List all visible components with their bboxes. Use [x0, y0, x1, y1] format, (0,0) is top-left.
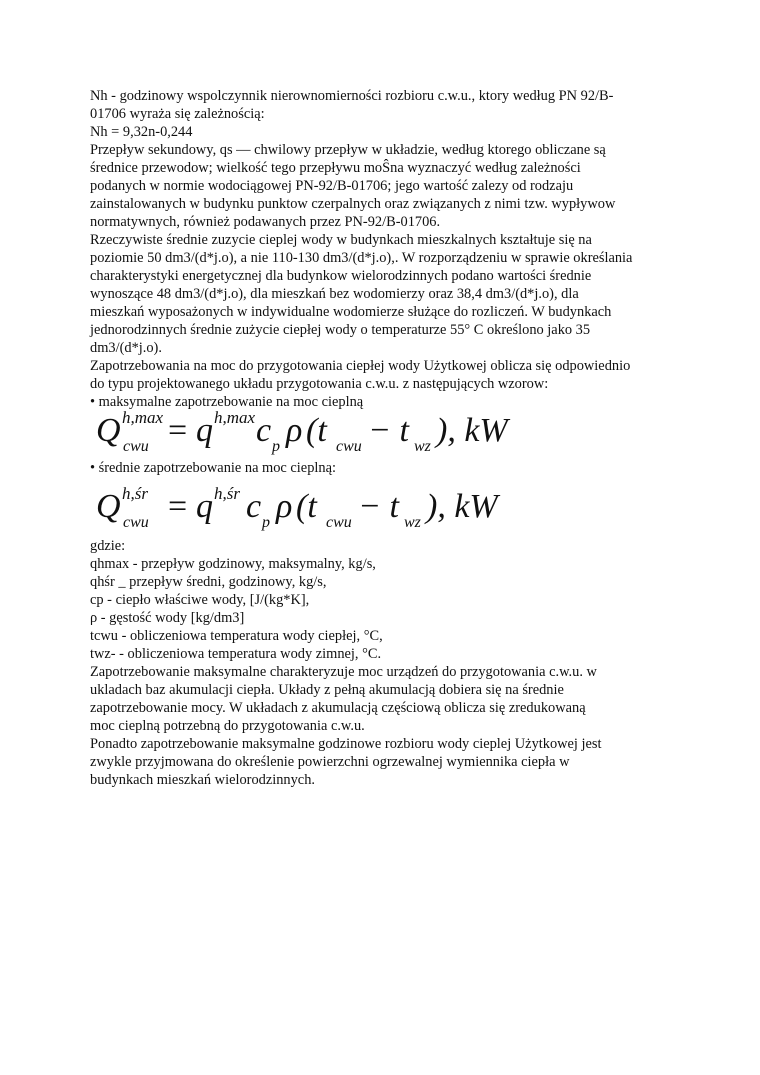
text-line: normatywnych, również podawanych przez PN-92/B-01706. — [90, 214, 441, 230]
formula-symbol: c — [246, 488, 262, 525]
text-line: 01706 wyraża się zależnością: — [90, 106, 265, 122]
formula-symbol: ), kW — [426, 488, 498, 525]
formula-subscript: p — [272, 438, 280, 455]
formula-symbol: ρ — [286, 412, 303, 449]
text-line: Ponadto zapotrzebowanie maksymalne godzinowe rozbioru wody cieplej Użytkowej jest — [90, 736, 602, 752]
formula-symbol: (t — [306, 412, 327, 449]
formula-symbol: q — [196, 488, 213, 525]
text-line: gdzie: — [90, 538, 126, 554]
formula-subscript: p — [262, 514, 270, 531]
formula-equals: = — [168, 488, 188, 525]
text-line: qhmax - przepływ godzinowy, maksymalny, kg/s, — [90, 556, 376, 572]
formula-superscript: h,max — [122, 408, 164, 427]
text-line: ρ - gęstość wody [kg/dm3] — [90, 610, 245, 626]
formula-superscript: h,śr — [122, 484, 148, 503]
formula-symbol: (t — [296, 488, 317, 525]
text-line: zainstalowanych w budynku punktow czerpalnych oraz związanych z nimi tzw. wypływow — [90, 196, 616, 212]
text-line: tcwu - obliczeniowa temperatura wody ciepłej, °C, — [90, 628, 383, 644]
text-line: charakterystyki energetycznej dla budynkow wielorodzinnych podano wartości średnie — [90, 268, 592, 284]
text-line: moc cieplną potrzebną do przygotowania c.w.u. — [90, 718, 365, 734]
text-line: dm3/(d*j.o). — [90, 340, 162, 356]
text-line: Nh - godzinowy wspolczynnik nierownomierności rozbioru c.w.u., ktory według PN 92/B- — [90, 88, 614, 104]
text-line: mieszkań wyposażonych w indywidualne wodomierze służące do rozliczeń. W budynkach — [90, 304, 612, 320]
text-line: wynoszące 48 dm3/(d*j.o), dla mieszkań bez wodomierzy oraz 38,4 dm3/(d*j.o), dla — [90, 286, 579, 302]
formula-subscript: cwu — [326, 514, 352, 531]
text-line: podanych w normie wodociągowej PN-92/B-01706; jego wartość zalezy od rodzaju — [90, 178, 574, 194]
text-line: jednorodzinnych średnie zużycie ciepłej wody o temperaturze 55° C określono jako 35 — [90, 322, 591, 338]
formula-superscript: h,max — [214, 408, 256, 427]
text-line: Zapotrzebowanie maksymalne charakteryzuje moc urządzeń do przygotowania c.w.u. w — [90, 664, 597, 680]
formula-symbol: ), kW — [436, 412, 508, 449]
text-line: do typu projektowanego układu przygotowania c.w.u. z następujących wzorow: — [90, 376, 549, 392]
formula-average-power — [96, 484, 516, 538]
formula-symbol: − t — [358, 488, 399, 525]
formula-symbol: c — [256, 412, 272, 449]
formula-subscript: cwu — [123, 438, 149, 455]
formula-subscript: wz — [414, 438, 431, 455]
formula-subscript: cwu — [336, 438, 362, 455]
text-line: zwykle przyjmowana do określenie powierzchni ogrzewalnej wymiennika ciepła w — [90, 754, 570, 770]
text-line: qhśr _ przepływ średni, godzinowy, kg/s, — [90, 574, 327, 590]
formula-subscript: cwu — [123, 514, 149, 531]
bullet-line: • średnie zapotrzebowanie na moc cieplną: — [90, 460, 336, 476]
text-line: twz- - obliczeniowa temperatura wody zimnej, °C. — [90, 646, 382, 662]
formula-subscript: wz — [404, 514, 421, 531]
text-line: zapotrzebowanie mocy. W układach z akumulacją częściową oblicza się zredukowaną — [90, 700, 586, 716]
formula-max-power — [96, 408, 516, 462]
formula-symbol: Q — [96, 412, 121, 449]
text-line: Rzeczywiste średnie zuzycie cieplej wody w budynkach mieszkalnych kształtuje się na — [90, 232, 592, 248]
formula-symbol: q — [196, 412, 213, 449]
text-line: ukladach baz akumulacji ciepła. Układy z pełną akumulacją dobiera się na średnie — [90, 682, 564, 698]
formula-symbol: ρ — [276, 488, 293, 525]
formula-symbol: − t — [368, 412, 409, 449]
formula-superscript: h,śr — [214, 484, 240, 503]
formula-equals: = — [168, 412, 188, 449]
text-line: cp - ciepło właściwe wody, [J/(kg*K], — [90, 592, 310, 608]
bullet-line: • maksymalne zapotrzebowanie na moc cieplną — [90, 394, 364, 410]
text-line: budynkach mieszkań wielorodzinnych. — [90, 772, 315, 788]
text-line: Nh = 9,32n-0,244 — [90, 124, 193, 140]
text-line: poziomie 50 dm3/(d*j.o), a nie 110-130 dm3/(d*j.o),. W rozporządzeniu w sprawie określania — [90, 250, 633, 266]
text-line: średnice przewodow; wielkość tego przepływu moŜna wyznaczyć według zależności — [90, 160, 581, 176]
text-line: Przepływ sekundowy, qs — chwilowy przepływ w układzie, według ktorego obliczane są — [90, 142, 606, 158]
text-line: Zapotrzebowania na moc do przygotowania ciepłej wody Użytkowej oblicza się odpowiednio — [90, 358, 631, 374]
formula-symbol: Q — [96, 488, 121, 525]
